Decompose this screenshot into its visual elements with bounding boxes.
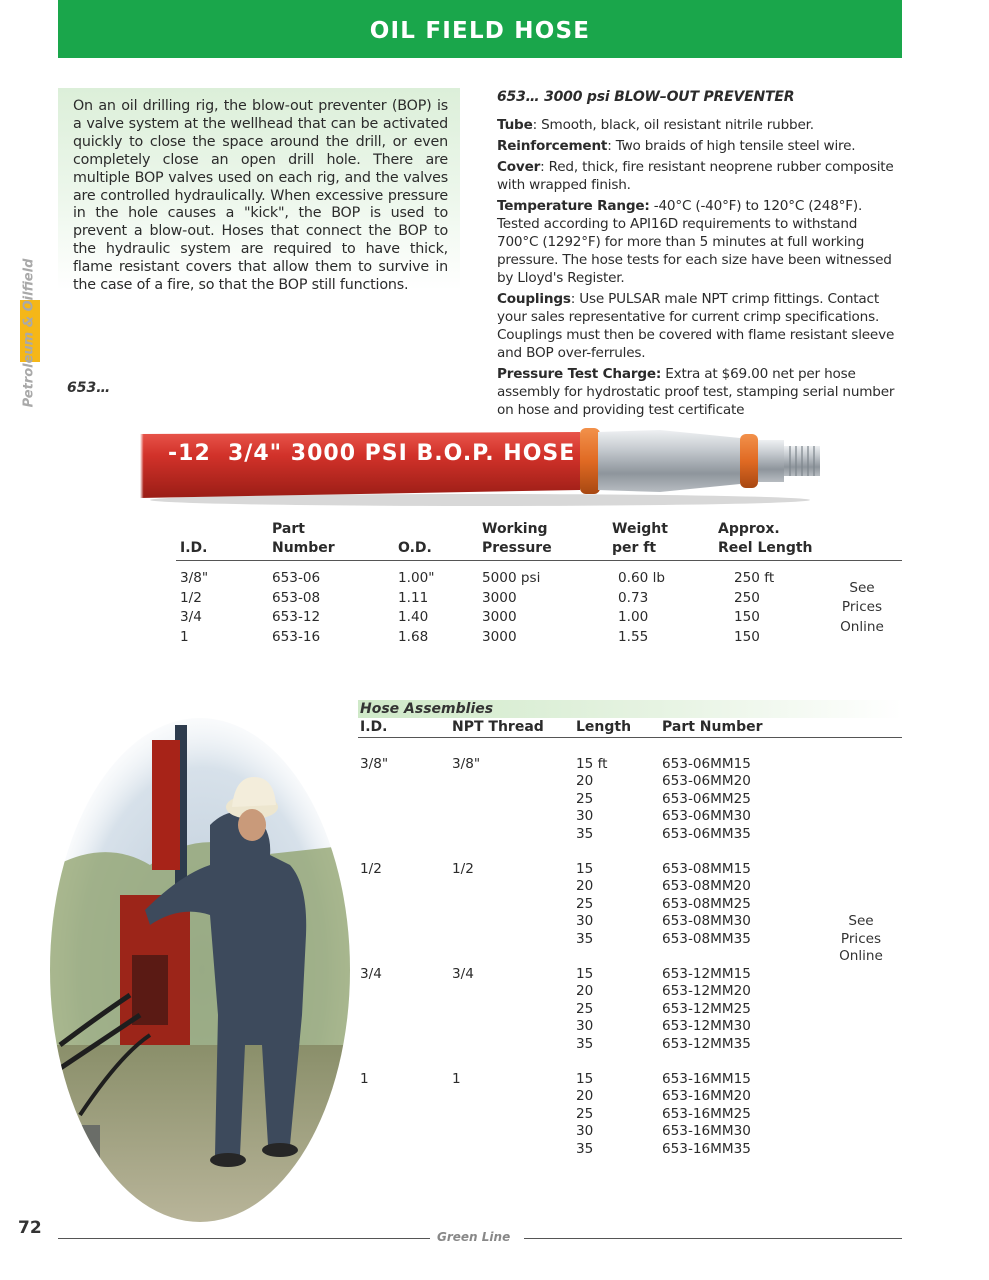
col-od: O.D.	[398, 540, 432, 556]
spec-reinforcement: Reinforcement: Two braids of high tensile steel wire.	[497, 138, 856, 154]
intro-box	[58, 88, 460, 294]
table-row: 3/8" 653-06 1.00" 5000 psi 0.60 lb 250 ft See Prices Online	[176, 561, 902, 589]
hose-print: 3/4" 3000 PSI B.O.P. HOSE	[228, 441, 576, 466]
ferrule-right	[740, 434, 758, 488]
hose-graphic	[140, 420, 840, 520]
col-reel-length: Approx. Reel Length	[718, 521, 813, 556]
hex-nut	[758, 440, 784, 482]
table-row: 1/2 1/2 15 653-08MM15	[360, 860, 751, 877]
spec-temperature: Temperature Range: -40°C (-40°F) to 120°C (248°F). Tested according to API16D requirements to withstand 700°C (1292°F) for more than 5 minutes at full working pressure. The hose tests for each size have been witnessed by Lloyd's Register.	[497, 198, 892, 286]
spec-block	[497, 88, 902, 422]
table-row: 35 653-12MM35	[576, 1035, 751, 1052]
table-row: 25 653-06MM25	[576, 790, 751, 807]
col-weight: Weight per ft	[612, 521, 668, 556]
section-label: Petroleum & Oilfield	[21, 258, 37, 408]
col-part: Part Number	[272, 521, 335, 556]
table-row: 35 653-08MM35	[576, 930, 751, 947]
col-id: I.D.	[360, 719, 388, 735]
footer-rule-right	[524, 1238, 902, 1239]
table-row: 30 653-06MM30	[576, 808, 751, 824]
table-row: 3/4 653-12 1.40 3000 1.00 150	[180, 609, 760, 625]
product-label: 653…	[67, 380, 111, 396]
ferrule-left	[580, 428, 600, 494]
price-note[interactable]: See Prices Online	[840, 579, 884, 635]
assemblies-title: Hose Assemblies	[360, 701, 494, 717]
col-id: I.D.	[180, 540, 208, 556]
table-row: 30 653-16MM30	[576, 1123, 751, 1139]
col-part-number: Part Number	[662, 719, 763, 735]
spec-pressure-test: Pressure Test Charge: Extra at $69.00 net per hose assembly for hydrostatic proof test, stamping serial number on hose and providing test certificate	[497, 366, 895, 418]
table-row: 20 653-06MM20	[576, 773, 751, 789]
footer-rule-left	[58, 1238, 430, 1239]
specs-table	[176, 520, 902, 647]
metal-sleeve	[598, 430, 740, 492]
assemblies-table	[358, 718, 902, 1158]
table-row: 1/2 653-08 1.11 3000 0.73 250	[180, 589, 760, 606]
assemblies-header-row	[358, 718, 902, 738]
table-row: 20 653-12MM20	[576, 983, 751, 999]
assemblies-title-bar	[358, 700, 902, 718]
spec-couplings: Couplings: Use PULSAR male NPT crimp fittings. Contact your sales representative for current crimp specifications. Couplings must then be covered with flame resistant sleeve and BOP over-ferrules.	[497, 291, 895, 361]
table-row: 35 653-16MM35	[576, 1140, 751, 1157]
spec-cover: Cover: Red, thick, fire resistant neoprene rubber composite with wrapped finish.	[497, 159, 894, 193]
col-working-pressure: Working Pressure	[482, 521, 552, 556]
page-header	[58, 0, 902, 58]
intro-text: On an oil drilling rig, the blow-out preventer (BOP) is a valve system at the wellhead that can be activated quickly to close the space around the drill, or even completely close an open drill hole. There are multiple BOP valves used on each rig, and the valves are controlled hydraulically. When excessive pressure in the hole causes a "kick", the BOP is used to prevent a blow-out. Hoses that connect the BOP to the hydraulic system are required to have thick, flame resistant covers that allow them to survive in the case of a fire, so that the BOP still functions.	[73, 98, 448, 294]
spec-title: 653… 3000 psi BLOW–OUT PREVENTER	[497, 89, 795, 105]
worker-photo	[40, 715, 352, 1225]
table-row: 3/8" 3/8" 15 ft 653-06MM15	[360, 755, 751, 772]
table-row: 20 653-08MM20	[576, 878, 751, 894]
table-row: 25 653-08MM25	[576, 895, 751, 912]
table-row: 20 653-16MM20	[576, 1088, 751, 1104]
table-row: 25 653-16MM25	[576, 1105, 751, 1122]
hose-image	[140, 420, 840, 520]
table-row: 1 1 15 653-16MM15	[360, 1070, 751, 1087]
worker-illustration	[40, 715, 352, 1225]
table-row: 30 653-12MM30	[576, 1018, 751, 1034]
specs-header-row	[176, 520, 902, 561]
hose-print-prefix: -12	[168, 441, 211, 466]
footer-brand: Green Line	[437, 1230, 511, 1244]
col-npt-thread: NPT Thread	[452, 719, 544, 735]
table-row: 1 653-16 1.68 3000 1.55 150	[180, 628, 760, 645]
table-row: 35 653-06MM35	[576, 825, 751, 842]
col-length: Length	[576, 719, 632, 735]
page-title: OIL FIELD HOSE	[369, 18, 591, 44]
table-row: 30 653-08MM30 See Prices Online	[358, 913, 902, 931]
spec-tube: Tube: Smooth, black, oil resistant nitrile rubber.	[497, 117, 814, 133]
table-row: 3/4 3/4 15 653-12MM15	[360, 965, 751, 982]
table-row: 25 653-12MM25	[576, 1000, 751, 1017]
price-note[interactable]: See Prices Online	[839, 913, 883, 964]
page-number: 72	[18, 1218, 42, 1238]
